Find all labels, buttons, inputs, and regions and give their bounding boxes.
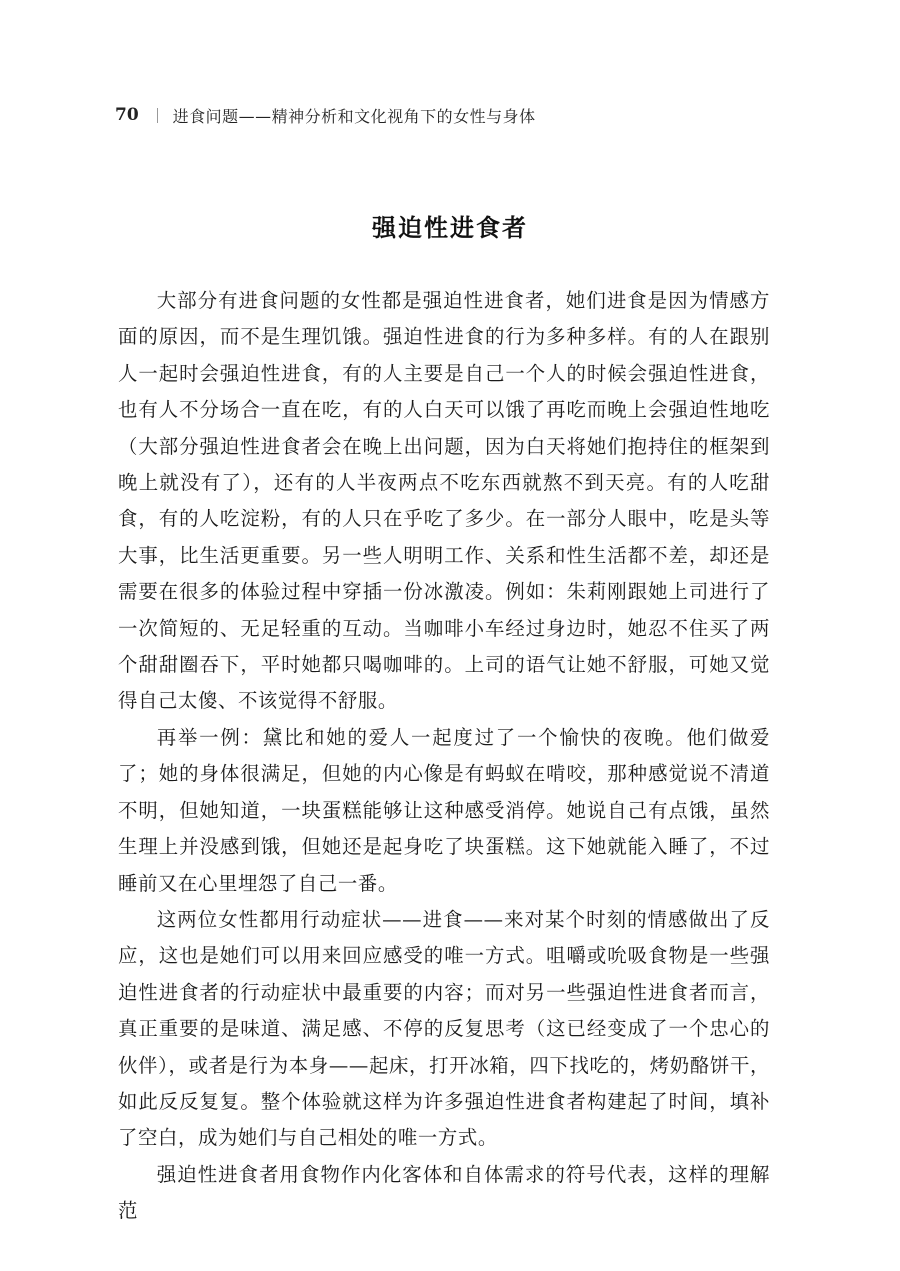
page-number: 70 bbox=[115, 105, 139, 125]
book-title: 进食问题——精神分析和文化视角下的女性与身体 bbox=[172, 106, 536, 126]
paragraph: 这两位女性都用行动症状——进食——来对某个时刻的情感做出了反应，这也是她们可以用来回应感受的唯一方式。咀嚼或吮吸食物是一些强迫性进食者的行动症状中最重要的内容；而对另一些强迫性进食者而言，真正重要的是味道、满足感、不停的反复思考（这已经变成了一个忠心的伙伴），或者是行为本身——起床，打开冰箱，四下找吃的，烤奶酪饼干，如此反反复复。整个体验就这样为许多强迫性进食者构建起了时间，填补了空白，成为她们与自己相处的唯一方式。 bbox=[118, 907, 770, 1150]
paragraph: 强迫性进食者用食物作内化客体和自体需求的符号代表，这样的理解范 bbox=[118, 1162, 770, 1223]
running-header bbox=[115, 103, 536, 127]
section-title: 强迫性进食者 bbox=[372, 214, 528, 242]
body-text bbox=[118, 283, 770, 1230]
paragraph: 再举一例：黛比和她的爱人一起度过了一个愉快的夜晚。他们做爱了；她的身体很满足，但她的内心像是有蚂蚁在啃咬，那种感觉说不清道不明，但她知道，一块蛋糕能够让这种感受消停。她说自己有点饿，虽然生理上并没感到饿，但她还是起身吃了块蛋糕。这下她就能入睡了，不过睡前又在心里埋怨了自己一番。 bbox=[118, 725, 770, 895]
paragraph: 大部分有进食问题的女性都是强迫性进食者，她们进食是因为情感方面的原因，而不是生理饥饿。强迫性进食的行为多种多样。有的人在跟别人一起时会强迫性进食，有的人主要是自己一个人的时候会强迫性进食，也有人不分场合一直在吃，有的人白天可以饿了再吃而晚上会强迫性地吃（大部分强迫性进食者会在晚上出问题，因为白天将她们抱持住的框架到晚上就没有了），还有的人半夜两点不吃东西就熬不到天亮。有的人吃甜食，有的人吃淀粉，有的人只在乎吃了多少。在一部分人眼中，吃是头等大事，比生活更重要。另一些人明明工作、关系和性生活都不差，却还是需要在很多的体验过程中穿插一份冰激凌。例如：朱莉刚跟她上司进行了一次简短的、无足轻重的互动。当咖啡小车经过身边时，她忍不住买了两个甜甜圈吞下，平时她都只喝咖啡的。上司的语气让她不舒服，可她又觉得自己太傻、不该觉得不舒服。 bbox=[118, 289, 770, 713]
header-divider bbox=[157, 108, 158, 123]
